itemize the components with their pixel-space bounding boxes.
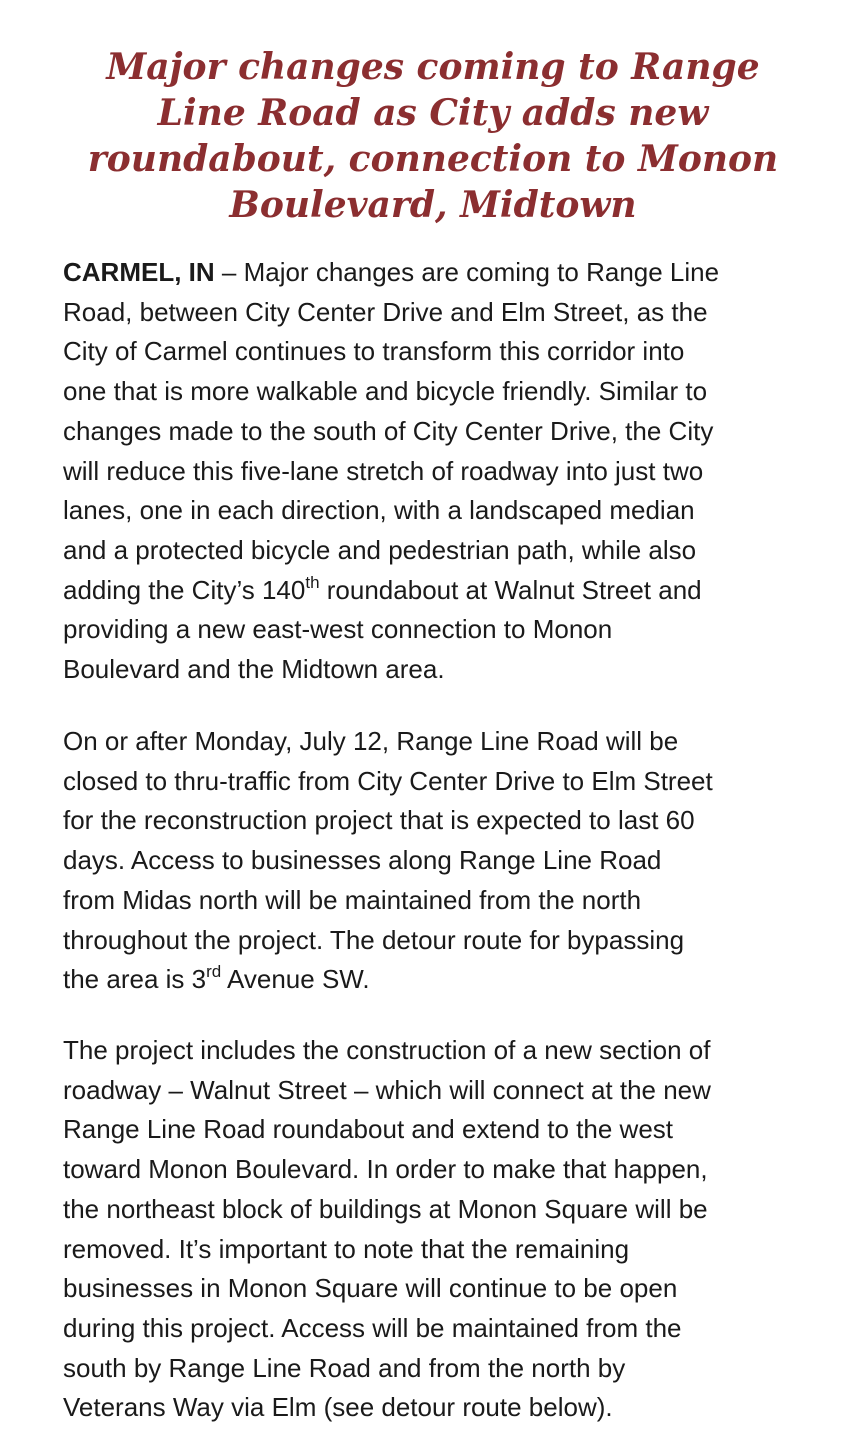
- title-line: Major changes coming to Range: [106, 46, 760, 88]
- paragraph-intro: [63, 253, 808, 690]
- paragraph-line: City of Carmel continues to transform this corridor into: [63, 336, 685, 367]
- paragraph-line: On or after Monday, July 12, Range Line Road will be: [63, 726, 679, 756]
- paragraph-line: The project includes the construction of a new section of: [63, 1035, 711, 1065]
- paragraph-line: throughout the project. The detour route for bypassing: [63, 924, 685, 955]
- article-title: [40, 44, 826, 228]
- title-line: Boulevard, Midtown: [229, 184, 637, 226]
- paragraph-line: the area is 3rd Avenue SW.: [63, 962, 370, 995]
- paragraph-line: during this project. Access will be maintained from the: [63, 1312, 682, 1343]
- title-line: roundabout, connection to Monon: [87, 138, 779, 180]
- paragraph-line: from Midas north will be maintained from the north: [63, 884, 642, 915]
- paragraph-line: adding the City’s 140th roundabout at Walnut Street and: [63, 572, 702, 605]
- paragraph-walnut-street: [63, 1031, 808, 1428]
- paragraph-line: Veterans Way via Elm (see detour route below).: [63, 1392, 613, 1423]
- paragraph-line: days. Access to businesses along Range Line Road: [63, 845, 662, 876]
- paragraph-line: lanes, one in each direction, with a landscaped median: [63, 495, 695, 526]
- paragraph-line: Road, between City Center Drive and Elm Street, as the: [63, 296, 708, 327]
- paragraph-line: removed. It’s important to note that the remaining: [63, 1233, 630, 1264]
- paragraph-line: businesses in Monon Square will continue to be open: [63, 1273, 678, 1304]
- paragraph-line: south by Range Line Road and from the north by: [63, 1352, 626, 1383]
- paragraph-line: Boulevard and the Midtown area.: [63, 654, 445, 685]
- paragraph-line: will reduce this five-lane stretch of roadway into just two: [63, 455, 704, 486]
- paragraph-line: closed to thru-traffic from City Center Drive to Elm Street: [63, 765, 713, 796]
- paragraph-line: roadway – Walnut Street – which will connect at the new: [63, 1074, 711, 1105]
- paragraph-line: CARMEL, IN – Major changes are coming to Range Line: [63, 257, 720, 287]
- ordinal-suffix: th: [305, 572, 320, 592]
- paragraph-line: one that is more walkable and bicycle friendly. Similar to: [63, 376, 708, 407]
- paragraph-line: toward Monon Boulevard. In order to make that happen,: [63, 1154, 708, 1185]
- title-line: Line Road as City adds new: [157, 92, 709, 134]
- ordinal-suffix: rd: [206, 962, 222, 982]
- paragraph-line: the northeast block of buildings at Monon Square will be: [63, 1193, 708, 1224]
- paragraph-closure: [63, 722, 808, 1000]
- paragraph-line: and a protected bicycle and pedestrian path, while also: [63, 534, 697, 565]
- dateline: CARMEL, IN: [63, 257, 215, 287]
- paragraph-line: providing a new east-west connection to Monon: [63, 614, 613, 645]
- paragraph-line: Range Line Road roundabout and extend to the west: [63, 1114, 674, 1145]
- paragraph-line: changes made to the south of City Center Drive, the City: [63, 415, 714, 446]
- paragraph-line: for the reconstruction project that is expected to last 60: [63, 805, 695, 836]
